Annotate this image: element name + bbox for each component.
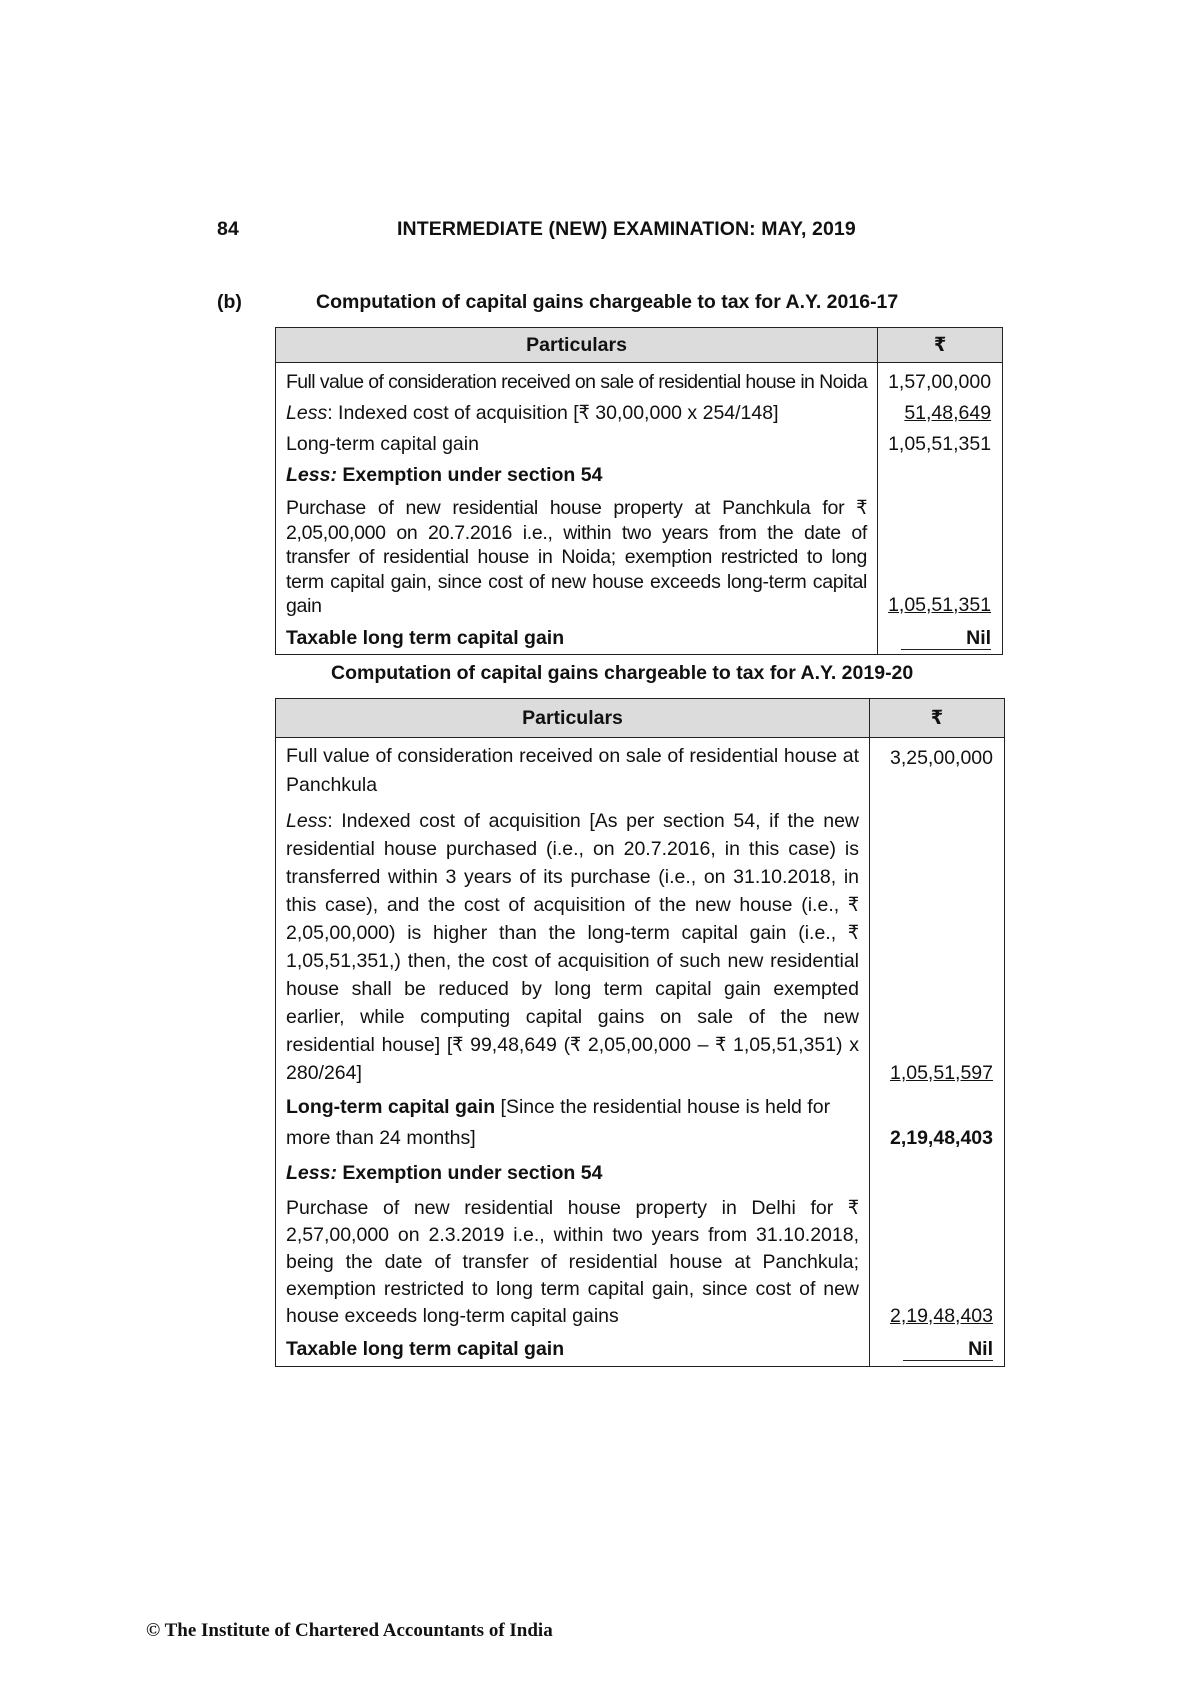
table-row	[276, 398, 1003, 429]
section1-title: Computation of capital gains chargeable to tax for A.Y. 2016-17	[316, 291, 899, 313]
row-text: : Indexed cost of acquisition [₹ 30,00,000 x 254/148]	[327, 402, 779, 424]
table-row	[276, 429, 1003, 460]
less-prefix: Less	[286, 402, 328, 424]
row-amount	[870, 1156, 1005, 1193]
part-label: (b)	[217, 291, 242, 313]
row-particulars	[276, 1089, 870, 1156]
row-particulars: Full value of consideration received on sale of residential house at Panchkula	[276, 738, 870, 803]
amount-value: 2,19,48,403	[889, 1305, 993, 1327]
table-header-row	[276, 699, 1005, 738]
table-row	[276, 1193, 1005, 1332]
table-row	[276, 621, 1003, 655]
row-particulars: Purchase of new residential house property in Delhi for ₹ 2,57,00,000 on 2.3.2019 i.e., within two years from 31.10.2018, being the date of transfer of residential house at Panchkula; exemption restricted to long term capital gain, since cost of new house exceeds long-term capital gains	[276, 1193, 870, 1332]
row-amount	[878, 460, 1003, 491]
row-particulars: Taxable long term capital gain	[276, 1332, 870, 1367]
row-particulars	[276, 460, 878, 491]
row-particulars: Long-term capital gain	[276, 429, 878, 460]
amount-value: Nil	[903, 1338, 993, 1361]
row-particulars: Taxable long term capital gain	[276, 621, 878, 655]
table-row	[276, 738, 1005, 803]
row-particulars	[276, 802, 870, 1089]
row-text: : Indexed cost of acquisition [As per section 54, if the new residential house purchased (i.e., on 20.7.2016, in this case) is transferred within 3 years of its purchase (i.e., on 31.10.2018, in this case), and the cost of acquisition of the new house (i.e., ₹ 2,05,00,000) is higher than the long-term capital gain (i.e., ₹ 1,05,51,351,) then, the cost of acquisition of such new residential house shall be reduced by long term capital gain exempted earlier, while computing capital gains on sale of the new residential house] [₹ 99,48,649 (₹ 2,05,00,000 – ₹ 1,05,51,351) x 280/264]	[286, 810, 860, 1084]
table-row	[276, 1332, 1005, 1367]
section2-title: Computation of capital gains chargeable to tax for A.Y. 2019-20	[331, 662, 914, 684]
col-particulars: Particulars	[276, 328, 878, 363]
amount-value: 51,48,649	[904, 402, 992, 424]
row-amount	[870, 1193, 1005, 1332]
row-text: Exemption under section 54	[336, 1162, 603, 1184]
footer-copyright: © The Institute of Chartered Accountants of India	[146, 1620, 553, 1641]
row-text: [Since the residential house is held for more than 24 months]	[286, 1096, 831, 1149]
table-row	[276, 460, 1003, 491]
row-particulars	[276, 398, 878, 429]
table-row	[276, 1156, 1005, 1193]
col-amount-rupee: ₹	[878, 328, 1003, 363]
row-amount: 3,25,00,000	[870, 738, 1005, 803]
row-amount: 1,57,00,000	[878, 363, 1003, 399]
less-prefix: Less	[286, 810, 328, 832]
less-prefix: Less:	[286, 1162, 337, 1184]
less-prefix: Less:	[286, 464, 337, 486]
row-particulars: Full value of consideration received on sale of residential house in Noida	[276, 363, 878, 399]
row-amount: 2,19,48,403	[870, 1089, 1005, 1156]
row-text: Exemption under section 54	[336, 464, 603, 486]
amount-value: 1,05,51,351	[888, 593, 992, 616]
row-particulars	[276, 1156, 870, 1193]
table-row	[276, 363, 1003, 399]
table-row	[276, 491, 1003, 621]
row-particulars: Purchase of new residential house property at Panchkula for ₹ 2,05,00,000 on 20.7.2016 i.e., within two years from the date of transfer of residential house in Noida; exemption restricted to long term capital gain, since cost of new house exceeds long-term capital gain	[276, 491, 878, 621]
amount-value: 1,05,51,597	[889, 1062, 993, 1084]
page-header-title: INTERMEDIATE (NEW) EXAMINATION: MAY, 2019	[397, 218, 856, 240]
row-amount	[878, 398, 1003, 429]
amount-value: Nil	[901, 627, 991, 650]
capital-gains-table-2016-17	[275, 327, 1003, 655]
capital-gains-table-2019-20	[275, 698, 1005, 1367]
row-bold-text: Long-term capital gain	[286, 1096, 496, 1118]
col-particulars: Particulars	[276, 699, 870, 738]
row-amount	[870, 802, 1005, 1089]
table-row	[276, 1089, 1005, 1156]
row-amount	[878, 491, 1003, 621]
row-amount	[870, 1332, 1005, 1367]
table-row	[276, 802, 1005, 1089]
page-number: 84	[217, 218, 239, 240]
row-amount: 1,05,51,351	[878, 429, 1003, 460]
row-amount	[878, 621, 1003, 655]
table-header-row	[276, 328, 1003, 363]
col-amount-rupee: ₹	[870, 699, 1005, 738]
